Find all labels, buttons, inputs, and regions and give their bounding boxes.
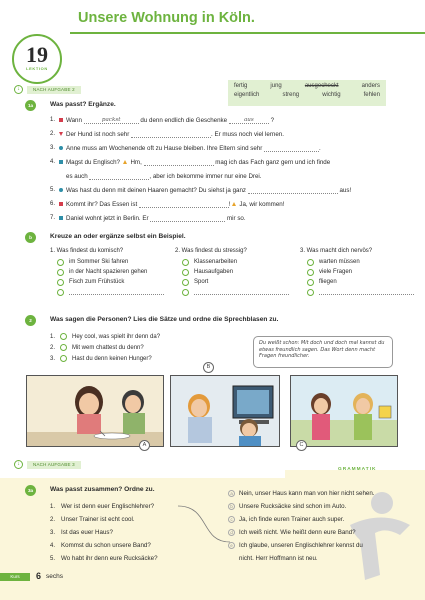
page-number: 6 bbox=[36, 571, 42, 581]
option-column: 1. Was findest du komisch? im Sommer Ski fahren in der Nacht spazieren gehen Fisch zum Frühstück bbox=[50, 248, 170, 297]
answer-field[interactable] bbox=[131, 131, 211, 138]
checkbox[interactable] bbox=[57, 289, 64, 296]
red-square-marker bbox=[59, 118, 63, 122]
triangle-marker bbox=[123, 160, 127, 164]
square-marker bbox=[59, 216, 63, 220]
comic-illustration-a bbox=[27, 376, 164, 447]
answer-field[interactable] bbox=[144, 159, 214, 166]
exercise-line: 2. Der Hund ist noch sehr . Er muss noch viel lernen. bbox=[50, 130, 284, 138]
page-word: sechs bbox=[46, 573, 63, 580]
square-marker bbox=[59, 160, 63, 164]
checkbox[interactable] bbox=[57, 279, 64, 286]
exercise-line: 5. Was hast du denn mit deinen Haaren gemacht? Du siehst ja ganz aus! bbox=[50, 186, 352, 194]
exercise-line: 7. Daniel wohnt jetzt in Berlin. Er mir so. bbox=[50, 214, 246, 222]
exercise-1a-list bbox=[50, 113, 420, 225]
answer-field[interactable] bbox=[264, 145, 319, 152]
comic-panel-b bbox=[170, 375, 280, 447]
red-square-marker bbox=[59, 202, 63, 206]
word-item: wichtig bbox=[322, 92, 341, 98]
answer-field[interactable] bbox=[248, 187, 338, 194]
exercise-number: 3a bbox=[25, 485, 36, 496]
custom-answer-field[interactable] bbox=[319, 289, 414, 295]
checkbox[interactable] bbox=[307, 259, 314, 266]
word-item: eigentlich bbox=[234, 92, 260, 98]
lesson-word: LEKTION bbox=[26, 66, 48, 71]
comic-illustration-b bbox=[171, 376, 280, 447]
exercise-number: 2 bbox=[25, 315, 36, 326]
panel-label-b: B bbox=[203, 362, 214, 373]
word-item: fehlen bbox=[363, 92, 380, 98]
checkbox[interactable] bbox=[182, 289, 189, 296]
checkbox[interactable] bbox=[307, 269, 314, 276]
exercise-line: 6. Kommt ihr? Das Essen ist ! Ja, wir kommen! bbox=[50, 200, 285, 208]
arrow-down-icon: ↓ bbox=[14, 460, 23, 469]
exercise-line: es auch , aber ich bekomme immer nur eine Drei. bbox=[66, 172, 262, 180]
checkbox[interactable] bbox=[57, 259, 64, 266]
comic-illustration-c bbox=[291, 376, 398, 447]
option-column: 2. Was findest du stressig? Klassenarbeiten Hausaufgaben Sport bbox=[175, 248, 295, 297]
word-item: anders bbox=[361, 83, 380, 89]
comic-panel-a bbox=[26, 375, 164, 447]
answer-circle[interactable] bbox=[60, 355, 67, 362]
exercise-number: b bbox=[25, 232, 36, 243]
footer-tag: Kurs bbox=[0, 573, 30, 581]
exercise-line: 1. Wann packst du denn endlich die Geschenke aus ? bbox=[50, 116, 275, 124]
grammar-label: GRAMMATIK bbox=[338, 467, 377, 472]
custom-answer-field[interactable] bbox=[69, 289, 164, 295]
page-title: Unsere Wohnung in Köln. bbox=[78, 10, 255, 26]
nach-aufgabe-label: NACH AUFGABE 3 bbox=[27, 461, 81, 469]
answer-field[interactable]: aus bbox=[229, 117, 269, 124]
word-item: fertig bbox=[234, 83, 248, 89]
checkbox[interactable] bbox=[57, 269, 64, 276]
option-column: 3. Was macht dich nervös? warten müssen viele Fragen fliegen bbox=[300, 248, 420, 297]
checkbox[interactable] bbox=[307, 279, 314, 286]
nach-aufgabe-bottom bbox=[14, 460, 81, 469]
checkbox[interactable] bbox=[182, 279, 189, 286]
exercise-3a-left: 1. Wer ist denn euer Englischlehrer? 2. Unser Trainer ist echt cool. 3. Ist das euer Haus? 4. Kommst du schon unsere Band? 5. Wo habt ihr denn eure Rucksäcke? bbox=[50, 503, 158, 562]
nach-aufgabe-label: NACH AUFGABE 2 bbox=[27, 86, 81, 94]
checkbox[interactable] bbox=[182, 259, 189, 266]
title-divider bbox=[70, 32, 425, 34]
word-item: jung bbox=[270, 83, 282, 89]
exercise-title: Kreuze an oder ergänze selbst ein Beispiel. bbox=[50, 233, 186, 240]
tip-bubble: Du weißt schon: Mit doch und doch mal kannst du etwas freundlich sagen. Das Wort denn macht Fragen freundlicher. bbox=[253, 336, 393, 368]
answer-circle[interactable] bbox=[60, 344, 67, 351]
triangle-marker bbox=[232, 202, 236, 206]
lesson-number: 19 bbox=[26, 42, 48, 67]
exercise-number: 1a bbox=[25, 100, 36, 111]
custom-answer-field[interactable] bbox=[194, 289, 289, 295]
checkbox[interactable] bbox=[307, 289, 314, 296]
exercise-title: Was sagen die Personen? Lies die Sätze und ordne die Sprechblasen zu. bbox=[50, 316, 279, 323]
exercise-3a-right: a Nein, unser Haus kann man von hier nicht sehen. b Unsere Rucksäcke sind schon im Auto. c Ja, ich finde euren Trainer auch super. d Ich weiß nicht. Wie heißt denn eure Band? e Ich glaube, unseren Englischlehrer kennst du nicht. Herr Hoffmann ist neu. bbox=[228, 487, 418, 565]
dot-marker bbox=[59, 188, 63, 192]
triangle-down-marker bbox=[59, 132, 63, 136]
answer-field[interactable] bbox=[150, 215, 225, 222]
exercise-line: 3. Anne muss am Wochenende oft zu Hause bleiben. Ihre Eltern sind sehr . bbox=[50, 144, 321, 152]
comic-panel-c bbox=[290, 375, 398, 447]
answer-field[interactable] bbox=[139, 201, 229, 208]
exercise-2-list: 1. Hey cool, was spielt ihr denn da? 2. Mit wem chattest du denn? 3. Hast du denn keinen Hunger? bbox=[50, 333, 161, 362]
panel-label-a: A bbox=[139, 440, 150, 451]
exercise-line: 4. Magst du Englisch? Hm, mag ich das Fach ganz gern und ich finde bbox=[50, 158, 331, 166]
answer-field[interactable] bbox=[89, 173, 149, 180]
answer-field[interactable]: packst bbox=[84, 117, 139, 124]
lesson-badge bbox=[12, 34, 62, 84]
dot-marker bbox=[59, 146, 63, 150]
word-box bbox=[228, 80, 386, 106]
answer-circle[interactable] bbox=[60, 333, 67, 340]
word-item-used: ausgecheckt bbox=[304, 83, 339, 89]
nach-aufgabe-top bbox=[14, 85, 81, 94]
panel-label-c: C bbox=[296, 440, 307, 451]
exercise-title: Was passt? Ergänze. bbox=[50, 101, 116, 108]
arrow-down-icon: ↓ bbox=[14, 85, 23, 94]
exercise-title: Was passt zusammen? Ordne zu. bbox=[50, 486, 155, 493]
checkbox[interactable] bbox=[182, 269, 189, 276]
word-item: streng bbox=[282, 92, 300, 98]
